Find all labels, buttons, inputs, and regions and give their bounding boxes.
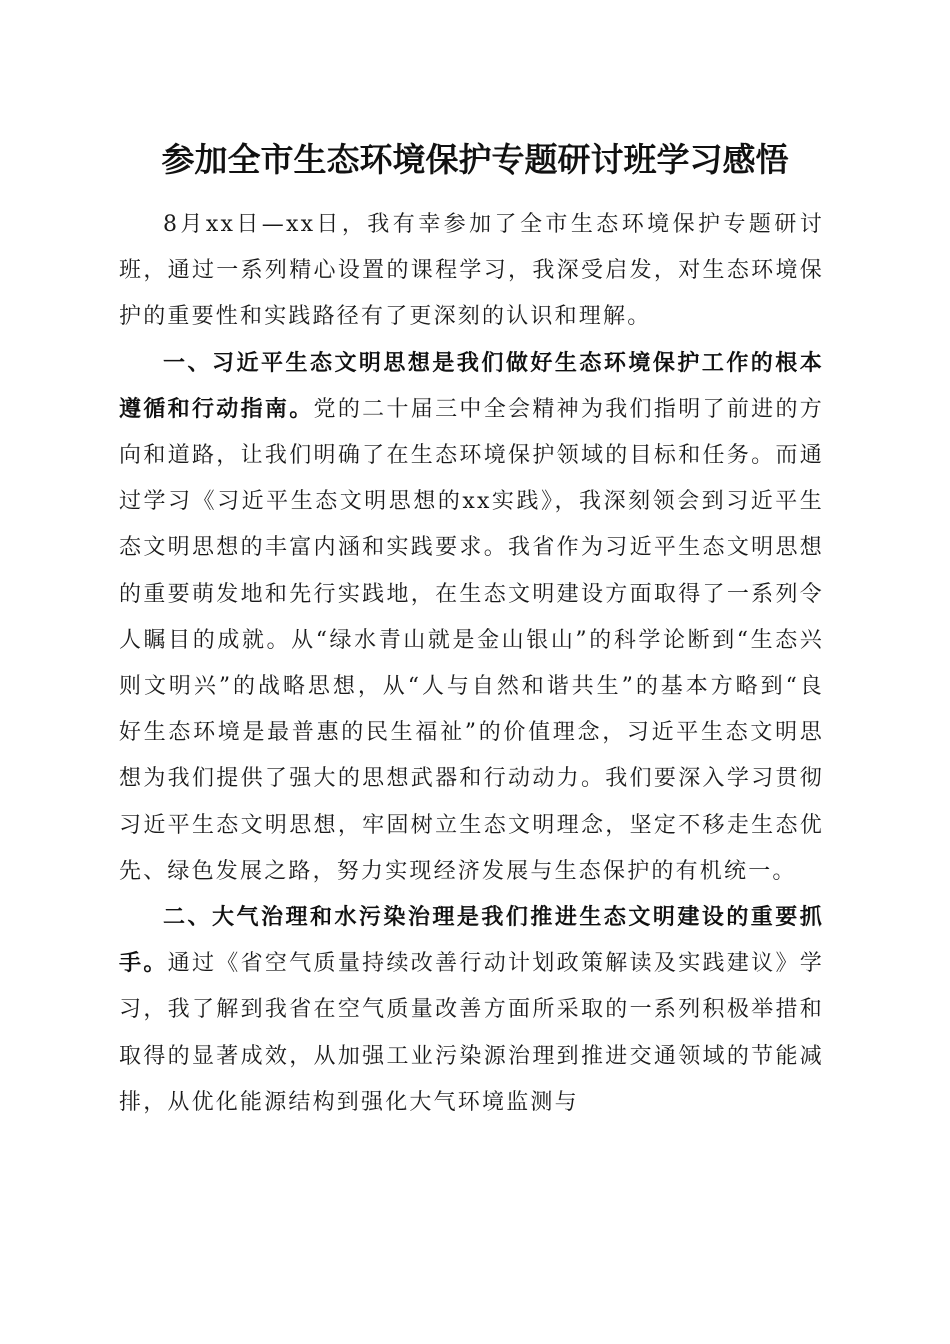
paragraph-heading: 一、习近平生态文明思想是我们做好生态环境保护工作的根本遵循和行动指南。 [119,350,824,422]
paragraph-text: 通过《省空气质量持续改善行动计划政策解读及实践建议》学习，我了解到我省在空气质量改善方面所采取的一系列积极举措和取得的显著成效，从加强工业污染源治理到推进交通领域的节能减排，从优化能源结构到强化大气环境监测与 [119,951,825,1115]
document-body [119,202,824,1126]
paragraph-section-1 [119,341,824,895]
paragraph-intro [119,202,824,341]
paragraph-heading: 二、大气治理和水污染治理是我们推进生态文明建设的重要抓手。 [119,905,824,977]
paragraph-text: 党的二十届三中全会精神为我们指明了前进的方向和道路，让我们明确了在生态环境保护领域的目标和任务。而通过学习《习近平生态文明思想的xx实践》，我深刻领会到习近平生态文明思想的丰富内涵和实践要求。我省作为习近平生态文明思想的重要萌发地和先行实践地，在生态文明建设方面取得了一系列令人瞩目的成就。从“绿水青山就是金山银山”的科学论断到“生态兴则文明兴”的战略思想，从“人与自然和谐共生”的基本方略到“良好生态环境是最普惠的民生福祉”的价值理念，习近平生态文明思想为我们提供了强大的思想武器和行动动力。我们要深入学习贯彻习近平生态文明思想，牢固树立生态文明理念，坚定不移走生态优先、绿色发展之路，努力实现经济发展与生态保护的有机统一。 [119,396,824,884]
paragraph-section-2 [119,895,824,1126]
page-title: 参加全市生态环境保护专题研讨班学习感悟 [161,140,789,179]
paragraph-text: 8月xx日—xx日，我有幸参加了全市生态环境保护专题研讨班，通过一系列精心设置的课程学习，我深受启发，对生态环境保护的重要性和实践路径有了更深刻的认识和理解。 [119,212,824,330]
